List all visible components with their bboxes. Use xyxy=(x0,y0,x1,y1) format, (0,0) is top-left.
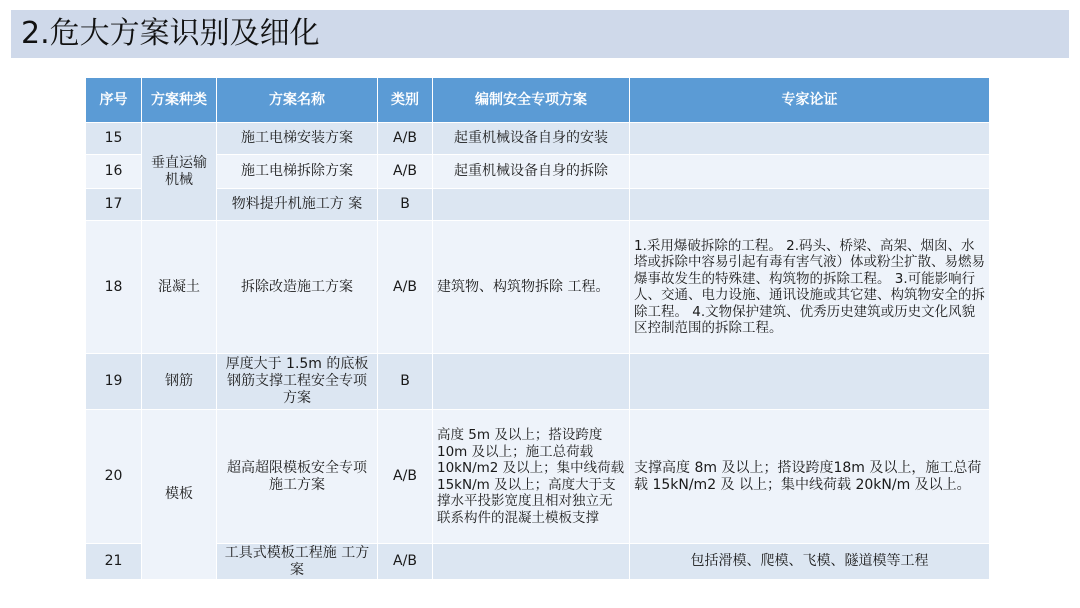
cell-expert-review: 包括滑模、爬模、飞模、隧道模等工程 xyxy=(630,544,990,580)
cell-safety-plan: 建筑物、构筑物拆除 工程。 xyxy=(433,221,630,354)
cell-category: A/B xyxy=(378,544,433,580)
cell-type-group: 垂直运输机械 xyxy=(142,123,217,221)
cell-no: 20 xyxy=(86,410,142,544)
hazard-plan-table xyxy=(85,77,990,580)
col-header-expert-review: 专家论证 xyxy=(630,78,990,123)
cell-name: 拆除改造施工方案 xyxy=(217,221,378,354)
col-header-name: 方案名称 xyxy=(217,78,378,123)
cell-type-group: 模板 xyxy=(142,410,217,580)
cell-expert-review xyxy=(630,354,990,410)
col-header-safety-plan: 编制安全专项方案 xyxy=(433,78,630,123)
cell-no: 16 xyxy=(86,155,142,189)
cell-safety-plan xyxy=(433,189,630,221)
cell-category: A/B xyxy=(378,410,433,544)
cell-expert-review xyxy=(630,189,990,221)
cell-no: 17 xyxy=(86,189,142,221)
cell-safety-plan xyxy=(433,544,630,580)
cell-category: A/B xyxy=(378,221,433,354)
table-row xyxy=(86,123,990,155)
cell-type-group: 混凝土 xyxy=(142,221,217,354)
col-header-type: 方案种类 xyxy=(142,78,217,123)
cell-no: 15 xyxy=(86,123,142,155)
cell-name: 超高超限模板安全专项施工方案 xyxy=(217,410,378,544)
col-header-category: 类别 xyxy=(378,78,433,123)
cell-expert-review: 1.采用爆破拆除的工程。 2.码头、桥梁、高架、烟囱、水塔或拆除中容易引起有毒有害气液）体或粉尘扩散、易燃易爆事故发生的特殊建、构筑物的拆除工程。 3.可能影响行人、交通、电力设施、通讯设施或其它建、构筑物安全的拆除工程。 4.文物保护建筑、优秀历史建筑或历史文化风貌区控制范围的拆除工程。 xyxy=(630,221,990,354)
table-row xyxy=(86,544,990,580)
col-header-no: 序号 xyxy=(86,78,142,123)
cell-type-group: 钢筋 xyxy=(142,354,217,410)
cell-no: 21 xyxy=(86,544,142,580)
title-bar xyxy=(11,10,1069,58)
cell-expert-review xyxy=(630,155,990,189)
cell-category: A/B xyxy=(378,155,433,189)
cell-name: 物料提升机施工方 案 xyxy=(217,189,378,221)
cell-category: A/B xyxy=(378,123,433,155)
cell-safety-plan: 起重机械设备自身的拆除 xyxy=(433,155,630,189)
table-row xyxy=(86,410,990,544)
table-row xyxy=(86,189,990,221)
cell-expert-review: 支撑高度 8m 及以上；搭设跨度18m 及以上，施工总荷载 15kN/m2 及 以上；集中线荷载 20kN/m 及以上。 xyxy=(630,410,990,544)
table-row xyxy=(86,221,990,354)
page-title: 2.危大方案识别及细化 xyxy=(21,16,320,51)
table-row xyxy=(86,354,990,410)
cell-safety-plan: 高度 5m 及以上；搭设跨度 10m 及以上；施工总荷载 10kN/m2 及以上；集中线荷载 15kN/m 及以上；高度大于支撑水平投影宽度且相对独立无联系构件的混凝土模板支撑 xyxy=(433,410,630,544)
cell-safety-plan: 起重机械设备自身的安装 xyxy=(433,123,630,155)
cell-name: 工具式模板工程施 工方案 xyxy=(217,544,378,580)
cell-name: 施工电梯安装方案 xyxy=(217,123,378,155)
cell-name: 施工电梯拆除方案 xyxy=(217,155,378,189)
cell-no: 19 xyxy=(86,354,142,410)
cell-category: B xyxy=(378,354,433,410)
header-row xyxy=(86,78,990,123)
cell-category: B xyxy=(378,189,433,221)
cell-expert-review xyxy=(630,123,990,155)
table-row xyxy=(86,155,990,189)
cell-no: 18 xyxy=(86,221,142,354)
cell-safety-plan xyxy=(433,354,630,410)
cell-name: 厚度大于 1.5m 的底板钢筋支撑工程安全专项方案 xyxy=(217,354,378,410)
